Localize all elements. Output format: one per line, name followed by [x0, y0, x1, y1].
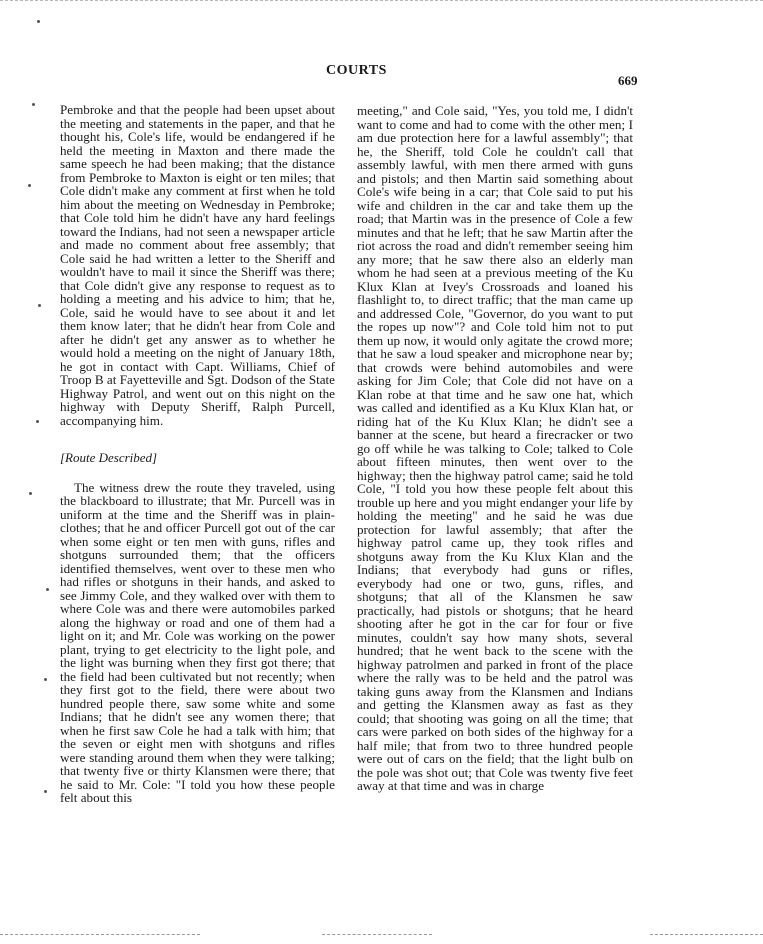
- scan-top-edge: [0, 0, 763, 7]
- right-column: [357, 104, 633, 793]
- scan-mark: [28, 184, 31, 187]
- scan-mark: [44, 790, 47, 793]
- scan-mark: [44, 678, 47, 681]
- scan-mark: [29, 492, 32, 495]
- scan-mark: [36, 420, 39, 423]
- scan-mark: [32, 103, 35, 106]
- scan-bottom-edge: [0, 934, 200, 936]
- scan-mark: [38, 304, 41, 307]
- body-paragraph: Pembroke and that the people had been upset about the meeting and statements in the paper, and that he thought his, Cole's life, would be endangered if he held the meeting in Maxton and there made the same speech he had been making; that the distance from Pembroke to Maxton is eight or ten miles; that Cole didn't make any comment at first when he told him about the meeting on Wednesday in Pembroke; that Cole told him he didn't have any hard feelings toward the Indians, had not seen a newspaper article and made no comment about free assembly; that Cole said he had written a letter to the Sheriff and wouldn't have to mail it since the Sheriff was there; that Cole didn't give any response to request as to holding a meeting and his advice to him; that he, Cole, said he would have to see about it and let them know later; that he didn't hear from Cole and after he didn't get any answer as to whether he would hold a meeting on the night of January 18th, he got in contact with Capt. Williams, Chief of Troop B at Fayetteville and Sgt. Dodson of the State Highway Patrol, and went out on this night on the highway with Deputy Sheriff, Ralph Purcell, accompanying him.: [60, 102, 335, 428]
- scan-bottom-edge: [322, 934, 432, 936]
- scan-mark: [37, 20, 40, 23]
- body-paragraph: meeting," and Cole said, "Yes, you told me, I didn't want to come and had to come with the other men; I am due protection here for a lawful assembly"; that he, the Sheriff, told Cole he couldn't call that assembly lawful, with men there armed with guns and pistols; and then Martin said something about Cole's wife being in a car; that Cole said to put his wife and children in the car and take them up the road; that Martin was in the presence of Cole a few minutes and that he left; that he saw Martin after the riot across the road and didn't remember seeing him any more; that he saw there also an elderly man whom he had seen at a previous meeting of the Ku Klux Klan at Ivey's Crossroads and loaned his flashlight to, to direct traffic; that the man came up and addressed Cole, "Governor, do you want to put the ropes up now"? and Cole told him not to put them up now, it would only agitate the crowd more; that he saw a loud speaker and microphone near by; that crowds were behind automobiles and were asking for Jim Cole; that Cole did not have on a Klan robe at that time and he saw one hat, which was called and identified as a Ku Klux Klan hat, or riding hat of the Ku Klux Klan; he didn't see a banner at the scene, but heard a firecracker or two go off while he was talking to Cole; talked to Cole about fifteen minutes, then went over to the highway; then the highway patrol came; said he told Cole, "I told you how these people felt about this trouble up here and you might endanger your life by holding the meeting" and he said he was due protection for lawful assembly; that after the highway patrol came up, they took rifles and shotguns away from the Ku Klux Klan and the Indians; that everybody had guns or rifles, everybody had one or two, guns, rifles, and shotguns; that all of the Klansmen he saw practically, had pistols or shotguns; that he heard shooting after he got in the car for four or five minutes, couldn't say how many shots, several hundred; that he went back to the scene with the highway patrolmen and parked in front of the place where the rally was to be held and the patrol was taking guns away from the Klansmen and Indians and getting the Klansmen away as fast as they could; that shooting was going on all the time; that cars were parked on both sides of the highway for a half mile; that from two to three hundred people were out of cars on the field; that the light bulb on the pole was shot out; that Cole was twenty five feet away at that time and was in charge: [357, 103, 633, 793]
- left-column: [60, 103, 335, 805]
- page-number: 669: [618, 73, 638, 88]
- scan-mark: [46, 588, 49, 591]
- body-paragraph: The witness drew the route they traveled, using the blackboard to illustrate; that Mr. Purcell was in uniform at the time and the Sheriff was in plain-clothes; that he and officer Purcell got out of the car when some eight or ten men with guns, rifles and shotguns surrounded them; that the officers identified themselves, went over to these men who had rifles or shotguns in their hands, and asked to see Jimmy Cole, and they walked over with them to where Cole was and there were automobiles parked along the highway or road and one of them had a light on it; and Mr. Cole was working on the power plant, trying to get electricity to the light pole, and the light was burning when they first got there; that the field had been cultivated but not recently; when they first got to the field, there were about two hundred people there, saw some white and some Indians; that he didn't see any women there; that when he first saw Cole he had a talk with him; that the seven or eight men with shotguns and rifles were standing around them when they were talking; that twenty five or thirty Klansmen were there; that he said to Mr. Cole: "I told you how these people felt about this: [60, 479, 335, 805]
- section-subheading: [Route Described]: [60, 450, 158, 465]
- scan-bottom-edge: [650, 934, 763, 936]
- running-head: COURTS: [326, 63, 387, 78]
